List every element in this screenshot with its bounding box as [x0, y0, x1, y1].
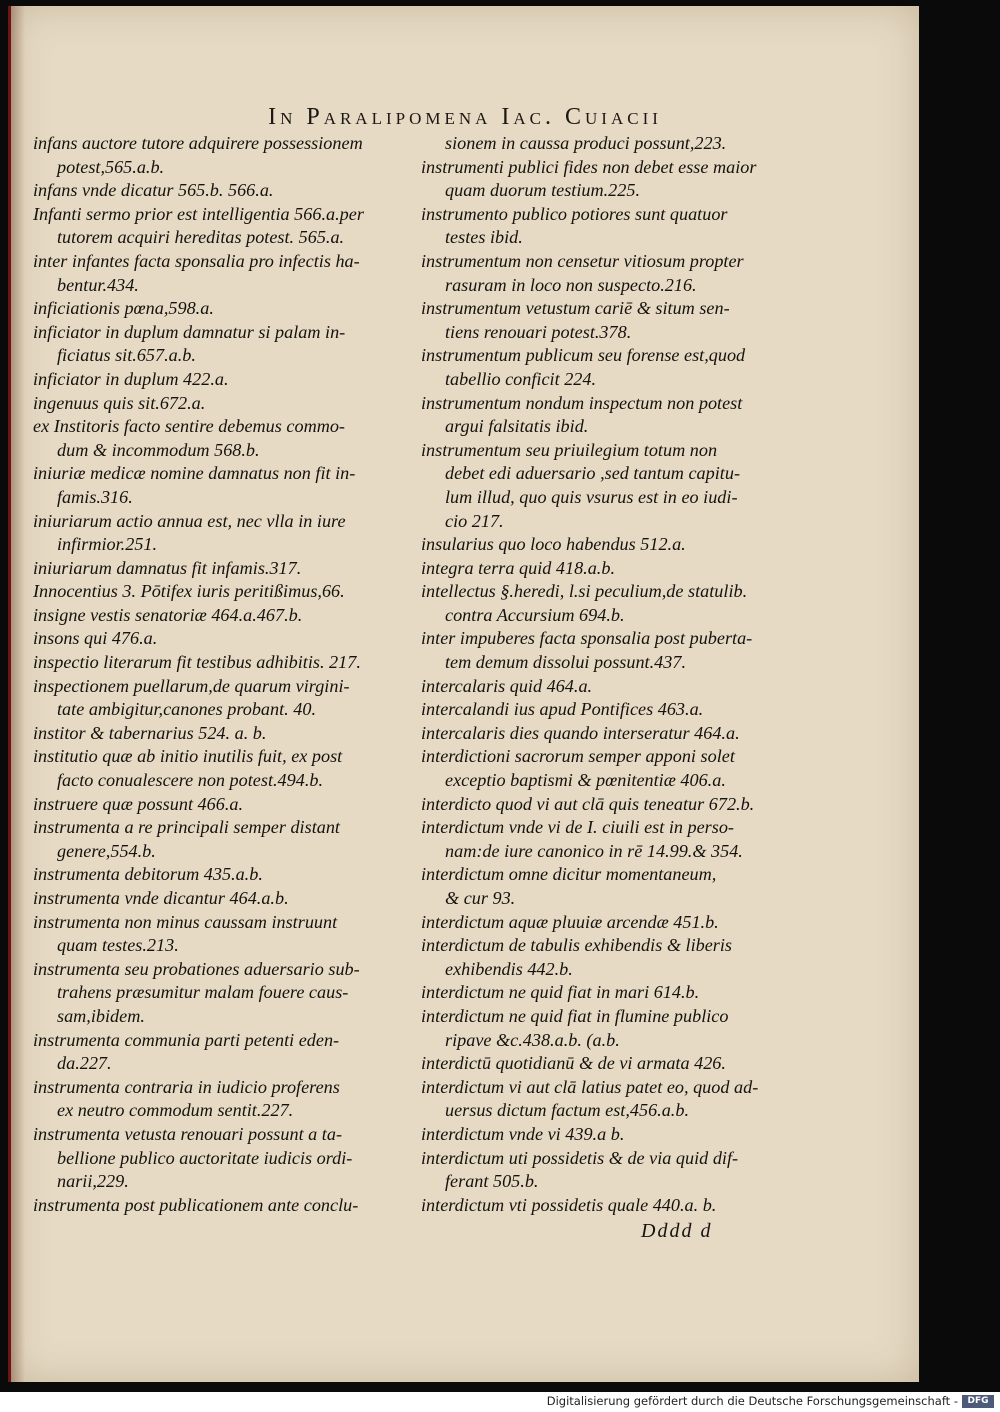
index-line: instrumenti publici fides non debet esse maior: [421, 156, 757, 177]
index-line: interdictum vi aut clā latius patet eo, quod ad-: [421, 1076, 759, 1097]
index-line: instrumenta a re principali semper distant: [33, 817, 340, 838]
index-line: testes ibid.: [445, 227, 523, 248]
index-line: instrumenta debitorum 435.a.b.: [33, 864, 263, 885]
index-line: instrumentum publicum seu forense est,quod: [421, 345, 746, 366]
index-line: rasuram in loco non suspecto.216.: [445, 274, 697, 295]
funding-notice: Digitalisierung gefördert durch die Deutsche Forschungsgemeinschaft -: [546, 1394, 958, 1408]
index-line: ingenuus quis sit.672.a.: [33, 392, 206, 413]
index-line: narii,229.: [57, 1171, 129, 1192]
index-line: interdictum aquæ pluuiæ arcendæ 451.b.: [421, 911, 719, 932]
index-line: instrumenta contraria in iudicio proferens: [33, 1076, 340, 1097]
index-line: Innocentius 3. Pōtifex iuris peritißimus,66.: [33, 581, 345, 602]
index-line: infans vnde dicatur 565.b. 566.a.: [33, 180, 274, 201]
index-line: famis.316.: [57, 486, 133, 507]
index-line: integra terra quid 418.a.b.: [421, 557, 615, 578]
index-line: instrumenta post publicationem ante conclu-: [33, 1194, 359, 1215]
index-line: contra Accursium 694.b.: [445, 604, 625, 625]
index-line: infans auctore tutore adquirere possessionem: [33, 133, 363, 153]
index-line: interdictum vnde vi 439.a b.: [421, 1123, 625, 1144]
index-line: intercalaris dies quando interseratur 464.a.: [421, 722, 740, 743]
index-line: interdictum omne dicitur momentaneum,: [421, 864, 717, 885]
index-line: interdictum vnde vi de I. ciuili est in perso-: [421, 817, 734, 838]
index-line: genere,554.b.: [57, 840, 156, 861]
index-line: interdictum uti possidetis & de via quid dif-: [421, 1147, 739, 1168]
index-line: interdictioni sacrorum semper apponi solet: [421, 746, 735, 767]
index-line: insularius quo loco habendus 512.a.: [421, 534, 686, 555]
index-line: sam,ibidem.: [57, 1005, 145, 1026]
index-line: inspectionem puellarum,de quarum virgini-: [33, 675, 350, 696]
index-line: uersus dictum factum est,456.a.b.: [445, 1100, 689, 1121]
index-line: instrumento publico potiores sunt quatuor: [421, 203, 728, 224]
index-line: debet edi aduersario ,sed tantum capitu-: [445, 463, 740, 484]
index-line: sionem in caussa produci possunt,223.: [445, 133, 727, 153]
index-line: inter impuberes facta sponsalia post puberta-: [421, 628, 753, 649]
index-line: cio 217.: [445, 510, 504, 531]
index-line: tem demum dissolui possunt.437.: [445, 652, 686, 673]
index-line: ficiatus sit.657.a.b.: [57, 345, 196, 366]
index-line: interdictum ne quid fiat in flumine publico: [421, 1005, 729, 1026]
index-line: interdictum ne quid fiat in mari 614.b.: [421, 982, 700, 1003]
index-line: inspectio literarum fit testibus adhibitis. 217.: [33, 652, 361, 673]
index-line: iniuriarum actio annua est, nec vlla in iure: [33, 510, 346, 531]
index-line: inficiator in duplum damnatur si palam in-: [33, 321, 346, 342]
running-head: In Paralipomena Iac. Cuiacii: [268, 104, 662, 130]
index-line: infirmior.251.: [57, 534, 158, 555]
index-line: ripave &c.438.a.b. (a.b.: [445, 1029, 620, 1050]
index-line: tiens renouari potest.378.: [445, 321, 632, 342]
index-line: nam:de iure canonico in rē 14.99.& 354.: [445, 840, 743, 861]
index-line: inficiationis pœna,598.a.: [33, 298, 214, 319]
index-line: instrumentum nondum inspectum non potest: [421, 392, 743, 413]
index-line: instrumentum vetustum cariē & situm sen-: [421, 298, 730, 319]
index-line: dum & incommodum 568.b.: [57, 439, 260, 460]
index-line: facto conualescere non potest.494.b.: [57, 770, 324, 791]
index-line: interdictum vti possidetis quale 440.a. b.: [421, 1194, 717, 1215]
index-line: intercalandi ius apud Pontifices 463.a.: [421, 699, 704, 720]
index-line: instrumentum non censetur vitiosum propter: [421, 250, 744, 271]
index-line: argui falsitatis ibid.: [445, 416, 589, 437]
index-line: exhibendis 442.b.: [445, 958, 573, 979]
index-line: bentur.434.: [57, 274, 139, 295]
index-line: & cur 93.: [445, 888, 516, 908]
index-line: institor & tabernarius 524. a. b.: [33, 722, 267, 743]
index-line: instrumenta vetusta renouari possunt a ta-: [33, 1123, 343, 1144]
index-line: iniuriarum damnatus fit infamis.317.: [33, 557, 302, 578]
index-line: instrumentum seu priuilegium totum non: [421, 439, 718, 460]
index-line: potest,565.a.b.: [57, 156, 165, 177]
index-line: Infanti sermo prior est intelligentia 566.a.per: [33, 203, 364, 224]
index-line: insons qui 476.a.: [33, 628, 158, 649]
index-line: interdictū quotidianū & de vi armata 426.: [421, 1053, 726, 1074]
index-line: interdictum de tabulis exhibendis & liberis: [421, 935, 732, 956]
index-line: lum illud, quo quis vsurus est in eo iudi-: [445, 486, 738, 507]
index-line: tate ambigitur,canones probant. 40.: [57, 699, 316, 720]
index-line: iniuriæ medicæ nomine damnatus non fit in-: [33, 463, 356, 484]
index-line: instrumenta non minus caussam instruunt: [33, 911, 338, 932]
index-line: institutio quæ ab initio inutilis fuit, ex post: [33, 746, 343, 767]
book-page: [8, 6, 919, 1382]
dfg-logo: DFG: [962, 1395, 994, 1408]
index-line: interdicto quod vi aut clā quis teneatur 672.b.: [421, 793, 755, 814]
index-line: instrumenta seu probationes aduersario sub-: [33, 958, 360, 979]
index-line: ex Institoris facto sentire debemus commo-: [33, 416, 345, 437]
index-line: da.227.: [57, 1053, 112, 1074]
index-line: tutorem acquiri hereditas potest. 565.a.: [57, 227, 345, 248]
index-line: ferant 505.b.: [445, 1171, 539, 1192]
index-column-left: [33, 132, 429, 1217]
footer-bar: [0, 1392, 1000, 1412]
index-line: bellione publico auctoritate iudicis ordi-: [57, 1147, 353, 1168]
index-line: instrumenta communia parti petenti eden-: [33, 1029, 340, 1050]
index-line: quam duorum testium.225.: [445, 180, 641, 201]
index-line: inficiator in duplum 422.a.: [33, 368, 229, 389]
index-line: instruere quæ possunt 466.a.: [33, 793, 244, 814]
catchword: Dddd d: [641, 1220, 713, 1242]
index-line: intercalaris quid 464.a.: [421, 675, 593, 696]
index-line: inter infantes facta sponsalia pro infectis ha-: [33, 250, 360, 271]
index-column-right: [421, 132, 807, 1217]
index-line: ex neutro commodum sentit.227.: [57, 1100, 294, 1121]
index-line: instrumenta vnde dicantur 464.a.b.: [33, 888, 289, 908]
index-line: tabellio conficit 224.: [445, 368, 597, 389]
index-line: exceptio baptismi & pœnitentiæ 406.a.: [445, 770, 726, 791]
index-line: intellectus §.heredi, l.si peculium,de statulib.: [421, 581, 748, 602]
index-line: trahens præsumitur malam fouere caus-: [57, 982, 349, 1003]
index-line: insigne vestis senatoriæ 464.a.467.b.: [33, 604, 303, 625]
index-line: quam testes.213.: [57, 935, 179, 956]
